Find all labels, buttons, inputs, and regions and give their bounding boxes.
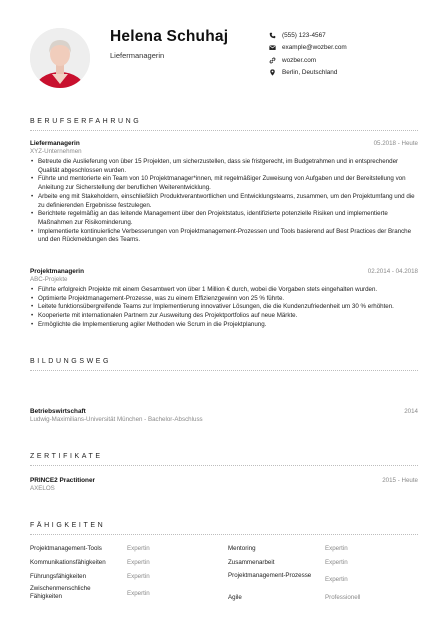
skill-level: Expertin (325, 576, 348, 583)
job-bullet: • Kooperierte mit internationalen Partnern zur Ausweitung des Projektportfolios auf neue Märkte. (30, 312, 418, 321)
job-entry (30, 140, 418, 245)
certificate-title: PRINCE2 Practitioner (30, 477, 95, 484)
contact-list (268, 29, 347, 79)
certificate-date: 2015 - Heute (382, 477, 418, 484)
contact-website[interactable] (268, 54, 347, 67)
job-bullet: • Leitete funktionsübergreifende Teams zur Implementierung innovativer Lösungen, die die Kundenzufriedenheit um 30 % erhöhten. (30, 303, 418, 312)
education-entry (30, 408, 418, 423)
skill-name: Agile (228, 594, 242, 601)
candidate-name: Helena Schuhaj (110, 28, 229, 45)
job-title: Projektmanagerin (30, 268, 84, 275)
job-bullets (30, 286, 418, 330)
website-text: wozber.com (282, 56, 317, 64)
phone-text: (555) 123-4567 (282, 31, 326, 39)
job-date: 05.2018 - Heute (373, 140, 418, 147)
phone-icon (268, 31, 276, 39)
job-bullet: • Optimierte Projektmanagement-Prozesse, was zu einem Effizienzgewinn von 25 % führte. (30, 295, 418, 304)
job-bullet: • Berichtete regelmäßig an das leitende Management über den Projektstatus, identifizierte potenzielle Risiken und implementierte Maßnahmen zur Risikominderung. (30, 210, 418, 227)
location-text: Berlin, Deutschland (282, 69, 338, 77)
section-title-experience: BERUFSERFAHRUNG (30, 118, 142, 125)
resume-header (0, 0, 448, 100)
job-bullet: • Betreute die Auslieferung von über 15 Projekten, um sicherzustellen, dass sie fristgerecht, im Budgetrahmen und in entsprechender Qualität abgeschlossen wurden. (30, 158, 418, 175)
job-bullets (30, 158, 418, 245)
skill-name: Projektmanagement-Tools (30, 545, 102, 552)
job-company: XYZ-Unternehmen (30, 148, 82, 155)
job-date: 02.2014 - 04.2018 (367, 268, 418, 275)
contact-location (268, 67, 347, 80)
job-entry (30, 268, 418, 330)
education-detail: Ludwig-Maximilians-Universität München - Bachelor-Abschluss (30, 416, 203, 423)
section-divider (30, 370, 418, 371)
email-text: example@wozber.com (282, 44, 347, 52)
email-icon (268, 44, 276, 52)
skill-name: Kommunikationsfähigkeiten (30, 559, 106, 566)
skill-level: Expertin (127, 559, 150, 566)
contact-phone[interactable] (268, 29, 347, 42)
skill-level: Expertin (127, 590, 150, 597)
skill-level: Expertin (127, 545, 150, 552)
section-title-education: BILDUNGSWEG (30, 358, 112, 365)
job-bullet: • Führte und mentorierte ein Team von 10 Projektmanager*innen, mit regelmäßiger Zuweisung von Aufgaben und der Bereitstellung von Anleitung zur Sicherstellung der beruflichen Weiterentwicklung. (30, 175, 418, 192)
skill-level: Expertin (325, 559, 348, 566)
skill-level: Expertin (325, 545, 348, 552)
certificate-entry (30, 477, 418, 492)
job-bullet: • Führte erfolgreich Projekte mit einem Gesamtwert von über 1 Million € durch, wobei die Vorgaben stets eingehalten wurden. (30, 286, 418, 295)
education-date: 2014 (404, 408, 418, 415)
job-bullet: • Implementierte kontinuierliche Verbesserungen von Projektmanagement-Prozessen und Tools basierend auf Best Practices der Branche und den Rückmeldungen des Teams. (30, 228, 418, 245)
link-icon (268, 56, 276, 64)
section-divider (30, 465, 418, 466)
skill-level: Professionell (325, 594, 361, 601)
location-icon (268, 69, 276, 77)
skill-name: Mentoring (228, 545, 256, 552)
skill-name: Zwischenmenschliche Fähigkeiten (30, 585, 91, 600)
skill-level: Expertin (127, 573, 150, 580)
skill-name: Projektmanagement-Prozesse (228, 572, 312, 579)
section-divider (30, 130, 418, 131)
skill-name: Zusammenarbeit (228, 559, 275, 566)
section-divider (30, 534, 418, 535)
degree-title: Betriebswirtschaft (30, 408, 86, 415)
job-company: ABC-Projekte (30, 276, 68, 283)
job-bullet: • Ermöglichte die Implementierung agiler Methoden wie Scrum in die Projektplanung. (30, 321, 418, 330)
certificate-issuer: AXELOS (30, 485, 55, 492)
job-bullet: • Arbeite eng mit Stakeholdern, einschließlich Produktverantwortlichen und Entwicklungsteams, zusammen, um den Projektumfang und die zu definierenden Ergebnisse festzulegen. (30, 193, 418, 210)
contact-email[interactable] (268, 42, 347, 55)
candidate-role: Liefermanagerin (110, 51, 165, 60)
avatar (30, 28, 90, 88)
skill-name: Führungsfähigkeiten (30, 573, 87, 580)
section-title-skills: FÄHIGKEITEN (30, 522, 106, 529)
job-title: Liefermanagerin (30, 140, 80, 147)
section-title-certificates: ZERTIFIKATE (30, 453, 103, 460)
avatar-photo (30, 28, 90, 88)
